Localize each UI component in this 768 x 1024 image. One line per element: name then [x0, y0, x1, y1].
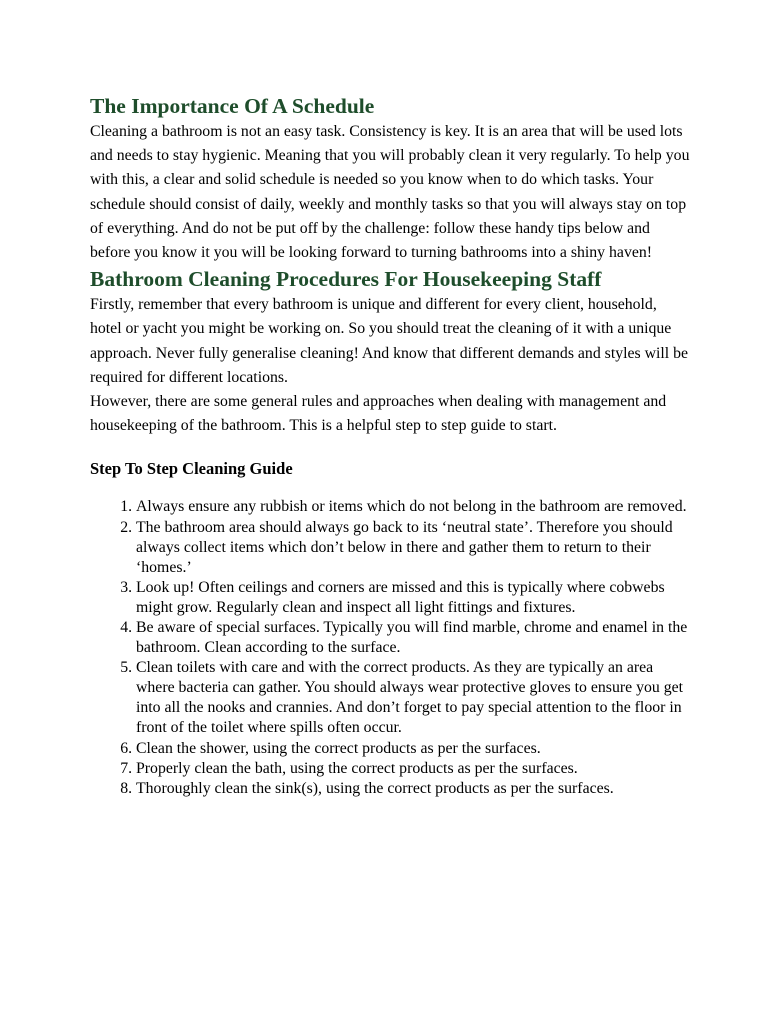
steps-list [90, 497, 690, 798]
list-item: 8. Thoroughly clean the sink(s), using the correct products as per the surfaces. [136, 779, 690, 799]
list-item: 1. Always ensure any rubbish or items which do not belong in the bathroom are removed. [136, 497, 690, 517]
schedule-heading: The Importance Of A Schedule [90, 94, 375, 118]
list-item: 3. Look up! Often ceilings and corners are missed and this is typically where cobwebs might grow. Regularly clean and inspect all light fittings and fixtures. [136, 578, 690, 618]
list-item: 7. Properly clean the bath, using the correct products as per the surfaces. [136, 759, 690, 779]
document-page [90, 92, 690, 799]
schedule-paragraph: Cleaning a bathroom is not an easy task. Consistency is key. It is an area that will be used lots and needs to stay hygienic. Meaning that you will probably clean it very regularly. To help you with this, a clear and solid schedule is needed so you know when to do which tasks. Your schedule should consist of daily, weekly and monthly tasks so that you will always stay on top of everything. And do not be put off by the challenge: follow these handy tips below and before you know it you will be looking forward to turning bathrooms into a shiny haven! [90, 123, 690, 262]
procedures-paragraph-1: Firstly, remember that every bathroom is unique and different for every client, household, hotel or yacht you might be working on. So you should treat the cleaning of it with a unique approach. Never fully generalise cleaning! And know that different demands and styles will be required for different locations. [90, 296, 689, 386]
list-item: 2. The bathroom area should always go back to its ‘neutral state’. Therefore you should always collect items which don’t below in there and gather them to return to their ‘homes.’ [136, 518, 690, 578]
procedures-paragraph-2: However, there are some general rules and approaches when dealing with management and housekeeping of the bathroom. This is a helpful step to step guide to start. [90, 393, 667, 435]
guide-heading: Step To Step Cleaning Guide [90, 459, 293, 479]
list-item: 5. Clean toilets with care and with the correct products. As they are typically an area where bacteria can gather. You should always wear protective gloves to ensure you get into all the nooks and crannies. And don’t forget to pay special attention to the floor in front of the toilet where spills often occur. [136, 658, 690, 738]
list-item: 4. Be aware of special surfaces. Typically you will find marble, chrome and enamel in the bathroom. Clean according to the surface. [136, 618, 690, 658]
list-item: 6. Clean the shower, using the correct products as per the surfaces. [136, 739, 690, 759]
procedures-heading: Bathroom Cleaning Procedures For Housekeeping Staff [90, 267, 602, 292]
